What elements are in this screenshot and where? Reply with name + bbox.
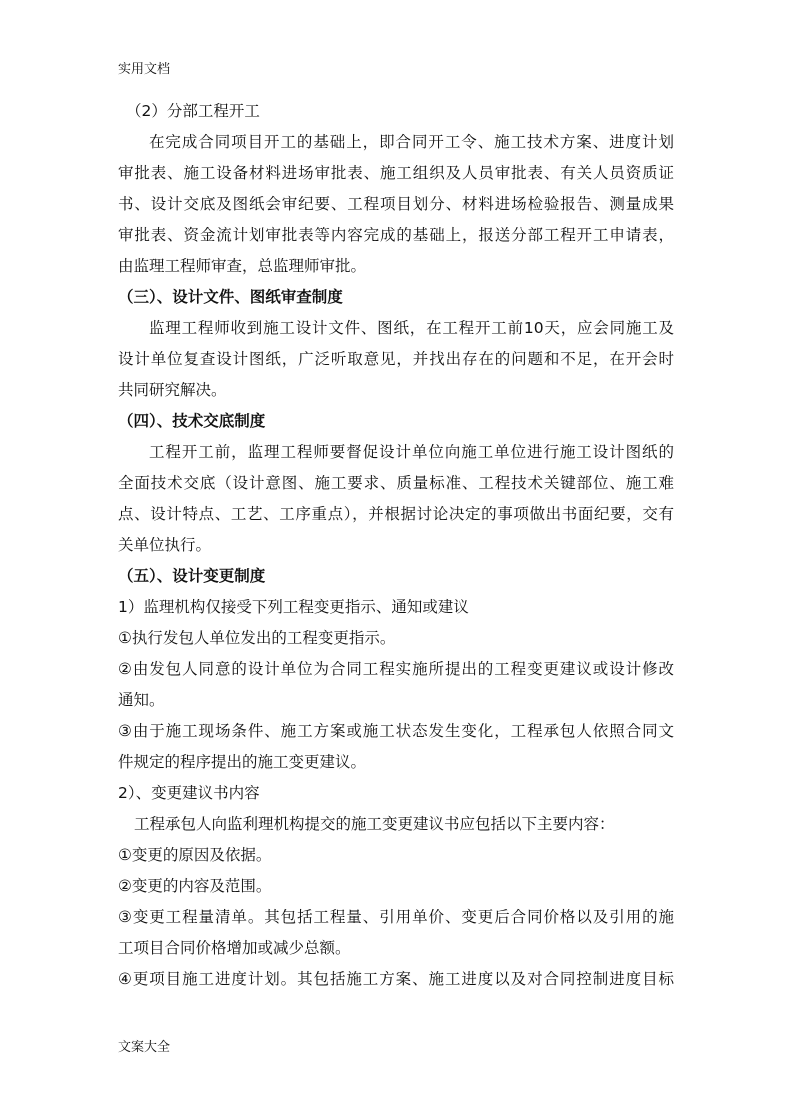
text-line: 通知。 bbox=[118, 691, 165, 709]
text-line: 设计单位复查设计图纸，广泛听取意见，并找出存在的问题和不足，在开会时 bbox=[118, 350, 674, 368]
text-line: 工程开工前，监理工程师要督促设计单位向施工单位进行施工设计图纸的 bbox=[149, 443, 674, 461]
text-line: 共同研究解决。 bbox=[118, 381, 227, 399]
section-heading: （三）、设计文件、图纸审查制度 bbox=[118, 288, 343, 306]
text-line: 审批表、施工设备材料进场审批表、施工组织及人员审批表、有关人员资质证 bbox=[118, 164, 674, 182]
text-line: 由监理工程师审查，总监理师审批。 bbox=[118, 257, 367, 275]
document-body bbox=[118, 96, 674, 995]
text-line: 件规定的程序提出的施工变更建议。 bbox=[118, 753, 367, 771]
text-line: 监理工程师收到施工设计文件、图纸，在工程开工前10天，应会同施工及 bbox=[149, 319, 674, 337]
section-heading: （五）、设计变更制度 bbox=[118, 567, 266, 585]
text-line: 1）监理机构仅接受下列工程变更指示、通知或建议 bbox=[118, 598, 469, 616]
text-line: ③变更工程量清单。其包括工程量、引用单价、变更后合同价格以及引用的施 bbox=[118, 908, 674, 926]
text-line: ①变更的原因及依据。 bbox=[118, 846, 272, 864]
text-line: 在完成合同项目开工的基础上，即合同开工令、施工技术方案、进度计划 bbox=[149, 133, 674, 151]
page-footer: 文案大全 bbox=[118, 1040, 171, 1055]
text-line: 关单位执行。 bbox=[118, 536, 212, 554]
text-line: 审批表、资金流计划审批表等内容完成的基础上，报送分部工程开工申请表， bbox=[118, 226, 674, 244]
text-line: 工项目合同价格增加或减少总额。 bbox=[118, 939, 351, 957]
page-header: 实用文档 bbox=[118, 62, 171, 77]
text-line: 书、设计交底及图纸会审纪要、工程项目划分、材料进场检验报告、测量成果 bbox=[118, 195, 674, 213]
text-line: 点、设计特点、工艺、工序重点），并根据讨论决定的事项做出书面纪要，交有 bbox=[118, 505, 674, 523]
text-line: ②由发包人同意的设计单位为合同工程实施所提出的工程变更建议或设计修改 bbox=[118, 660, 674, 678]
section-heading: （四）、技术交底制度 bbox=[118, 412, 266, 430]
text-line: 全面技术交底（设计意图、施工要求、质量标准、工程技术关键部位、施工难 bbox=[118, 474, 674, 492]
text-line: ②变更的内容及范围。 bbox=[118, 877, 272, 895]
text-line: 2）、变更建议书内容 bbox=[118, 784, 260, 802]
text-line: ③由于施工现场条件、施工方案或施工状态发生变化，工程承包人依照合同文 bbox=[118, 722, 674, 740]
text-line: ④更项目施工进度计划。其包括施工方案、施工进度以及对合同控制进度目标 bbox=[118, 970, 674, 988]
text-line: （2）分部工程开工 bbox=[126, 102, 260, 120]
text-line: 工程承包人向监利理机构提交的施工变更建议书应包括以下主要内容： bbox=[134, 815, 615, 833]
text-line: ①执行发包人单位发出的工程变更指示。 bbox=[118, 629, 396, 647]
